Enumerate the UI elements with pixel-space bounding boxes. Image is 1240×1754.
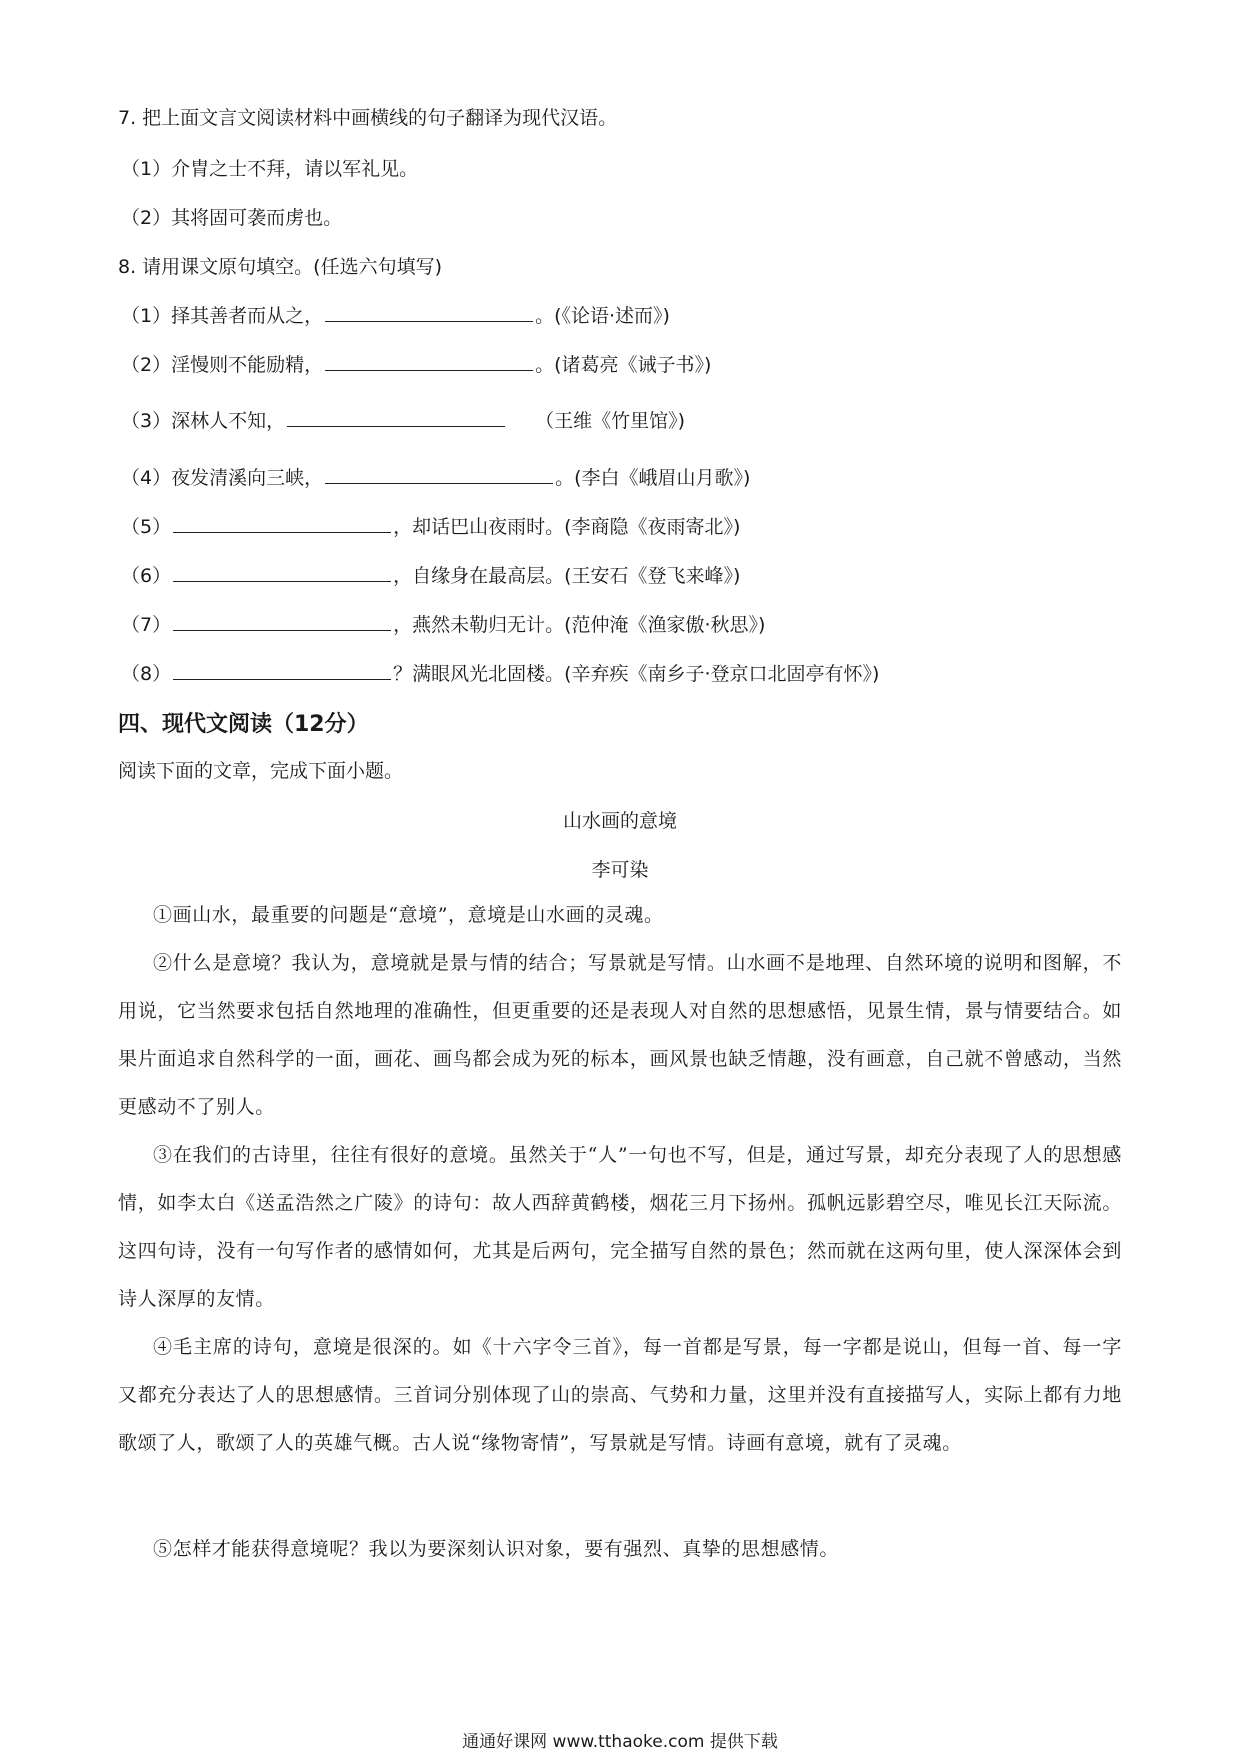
page-footer: 通通好课网 www.tthaoke.com 提供下载 bbox=[462, 1732, 778, 1752]
q8-item-1-after: 。(《论语·述而》) bbox=[535, 305, 670, 327]
q8-item-8-before: （8） bbox=[121, 663, 172, 685]
q8-item-3-before: （3）深林人不知， bbox=[121, 410, 286, 432]
q8-item-7 bbox=[121, 612, 765, 638]
paragraph-2: ②什么是意境？我认为，意境就是景与情的结合；写景就是写情。山水画不是地理、自然环境的说明和图解，不用说，它当然要求包括自然地理的准确性，但更重要的还是表现人对自然的思想感悟，见景生情，景与情要结合。如果片面追求自然科学的一面，画花、画鸟都会成为死的标本，画风景也缺乏情趣，没有画意，自己就不曾感动，当然更感动不了别人。 bbox=[118, 952, 1122, 1118]
q7-item-1: （1）介胄之士不拜，请以军礼见。 bbox=[121, 158, 419, 180]
q8-item-2 bbox=[121, 352, 711, 378]
q8-item-2-before: （2）淫慢则不能励精， bbox=[121, 354, 324, 376]
q8-item-7-before: （7） bbox=[121, 614, 172, 636]
article-author: 李可染 bbox=[591, 859, 649, 881]
q8-item-6 bbox=[121, 563, 740, 589]
q7-item-2: （2）其将固可袭而虏也。 bbox=[121, 207, 343, 229]
article-title: 山水画的意境 bbox=[562, 810, 677, 832]
q8-item-6-before: （6） bbox=[121, 565, 172, 587]
q8-item-4 bbox=[121, 465, 750, 491]
paragraph-1: ①画山水，最重要的问题是“意境”，意境是山水画的灵魂。 bbox=[153, 904, 664, 926]
q8-item-4-before: （4）夜发清溪向三峡， bbox=[121, 467, 324, 489]
paragraph-3: ③在我们的古诗里，往往有很好的意境。虽然关于“人”一句也不写，但是，通过写景，却充分表现了人的思想感情，如李太白《送孟浩然之广陵》的诗句：故人西辞黄鹤楼，烟花三月下扬州。孤帆远影碧空尽，唯见长江天际流。这四句诗，没有一句写作者的感情如何，尤其是后两句，完全描写自然的景色；然而就在这两句里，使人深深体会到诗人深厚的友情。 bbox=[118, 1144, 1122, 1310]
answer-blank[interactable] bbox=[325, 352, 533, 371]
q7-prompt: 7. 把上面文言文阅读材料中画横线的句子翻译为现代汉语。 bbox=[118, 107, 618, 129]
q8-item-5-after: ，却话巴山夜雨时。(李商隐《夜雨寄北》) bbox=[393, 516, 741, 538]
reading-instruction: 阅读下面的文章，完成下面小题。 bbox=[118, 760, 404, 782]
q8-item-1 bbox=[121, 303, 670, 329]
q8-item-5-before: （5） bbox=[121, 516, 172, 538]
q8-item-5 bbox=[121, 514, 740, 540]
paragraph-4: ④毛主席的诗句，意境是很深的。如《十六字令三首》，每一首都是写景，每一字都是说山，但每一首、每一字又都充分表达了人的思想感情。三首词分别体现了山的崇高、气势和力量，这里并没有直接描写人，实际上都有力地歌颂了人，歌颂了人的英雄气概。古人说“缘物寄情”，写景就是写情。诗画有意境，就有了灵魂。 bbox=[118, 1336, 1122, 1454]
answer-blank[interactable] bbox=[173, 563, 391, 582]
section-heading: 四、现代文阅读（12分） bbox=[118, 712, 369, 737]
answer-blank[interactable] bbox=[325, 303, 533, 322]
q8-prompt: 8. 请用课文原句填空。(任选六句填写) bbox=[118, 256, 442, 278]
q8-item-7-after: ，燕然未勒归无计。(范仲淹《渔家傲·秋思》) bbox=[393, 614, 766, 636]
q8-item-8-after: ？满眼风光北固楼。(辛弃疾《南乡子·登京口北固亭有怀》) bbox=[393, 663, 880, 685]
q8-item-2-after: 。(诸葛亮《诫子书》) bbox=[535, 354, 712, 376]
q8-item-8 bbox=[121, 661, 879, 687]
q8-item-6-after: ，自缘身在最高层。(王安石《登飞来峰》) bbox=[393, 565, 741, 587]
q8-item-3-after: （王维《竹里馆》) bbox=[535, 410, 686, 432]
q8-item-3 bbox=[121, 408, 685, 434]
answer-blank[interactable] bbox=[173, 514, 391, 533]
q8-item-4-after: 。(李白《峨眉山月歌》) bbox=[555, 467, 751, 489]
answer-blank[interactable] bbox=[287, 408, 505, 427]
answer-blank[interactable] bbox=[173, 612, 391, 631]
paragraph-5: ⑤怎样才能获得意境呢？我以为要深刻认识对象，要有强烈、真挚的思想感情。 bbox=[153, 1538, 840, 1560]
q8-item-1-before: （1）择其善者而从之， bbox=[121, 305, 324, 327]
answer-blank[interactable] bbox=[325, 465, 553, 484]
answer-blank[interactable] bbox=[173, 661, 391, 680]
